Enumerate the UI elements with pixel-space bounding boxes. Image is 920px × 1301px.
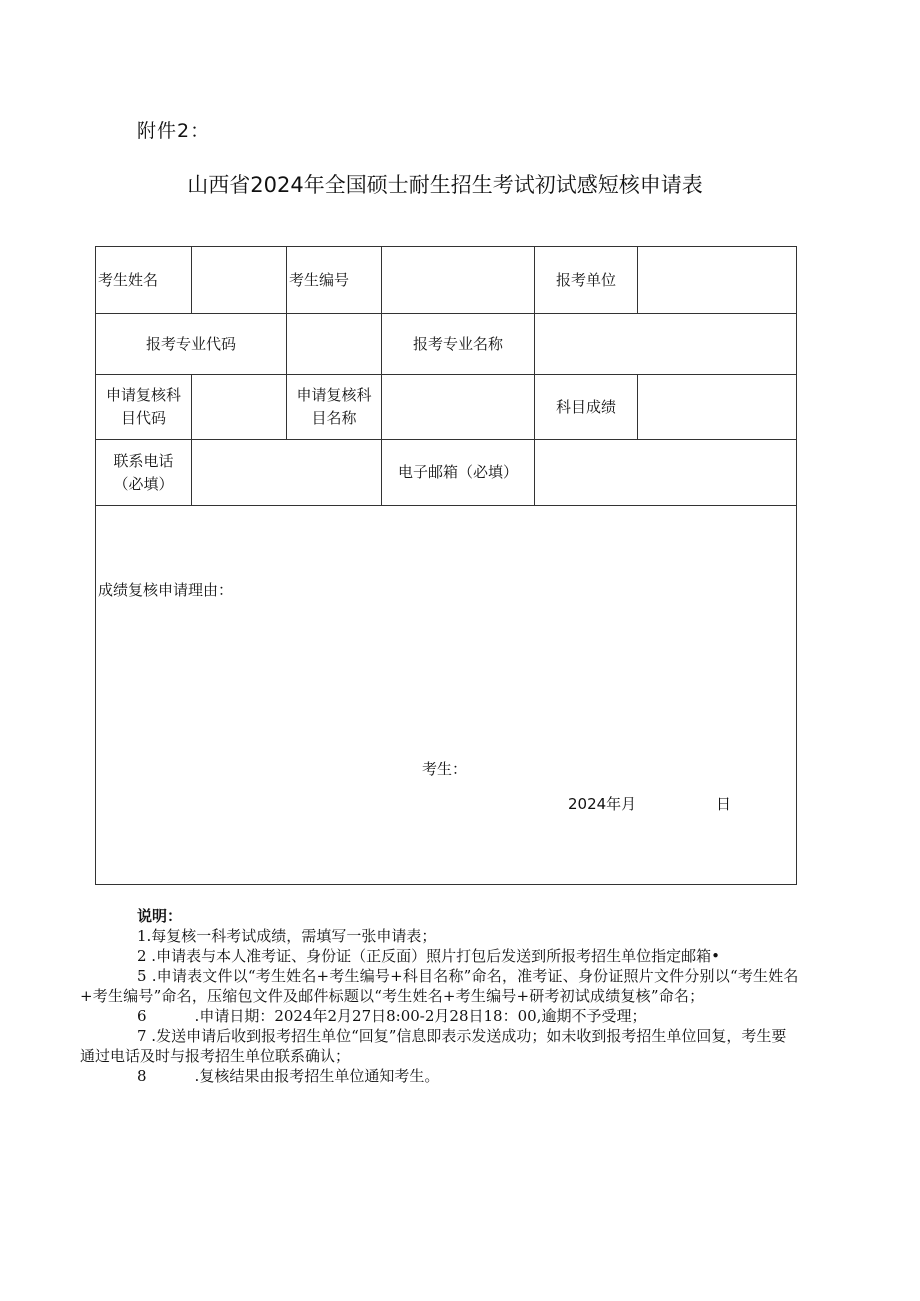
candidate-number-text: 考生编号 (289, 270, 350, 289)
review-subject-code-field[interactable] (192, 375, 286, 439)
note-item-6-text: .申请日期：2024年2月27日8:00-2月28日18：00,逾期不予受理； (194, 1007, 647, 1025)
review-subject-name-text-1: 申请复核科 (296, 386, 372, 404)
note-item-6 (80, 1006, 800, 1026)
phone-label (96, 440, 191, 505)
phone-text-1: 联系电话 (113, 451, 174, 470)
phone-field[interactable] (192, 440, 381, 505)
note-item-5-text: 5 .申请表文件以“考生姓名+考生编号+科目名称”命名，准考证、身份证照片文件分别以“考生姓名+考生编号”命名，压缩包文件及邮件标题以“考生姓名+考生编号+研考初试成绩复核”命名； (80, 967, 799, 1005)
signer-label: 考生： (422, 760, 468, 778)
date-year-label: 2024年月 (568, 795, 637, 813)
note-item-6-number: 6 (137, 1007, 147, 1025)
apply-unit-field[interactable] (638, 247, 796, 313)
note-item-8 (80, 1066, 800, 1086)
subject-score-label (535, 375, 637, 439)
form-title: 山西省2024年全国硕士耐生招生考试初试感短核申请表 (187, 173, 703, 197)
email-label (382, 440, 534, 505)
note-item-1-text: 1.每复核一科考试成绩，需填写一张申请表； (137, 927, 437, 945)
review-subject-name-text-2: 目名称 (311, 409, 357, 427)
note-item-1 (80, 926, 800, 946)
application-form-table (95, 246, 797, 885)
attachment-label: 附件2： (137, 120, 211, 142)
apply-unit-text: 报考单位 (555, 270, 616, 289)
candidate-number-field[interactable] (382, 247, 534, 313)
subject-score-text: 科目成绩 (555, 397, 616, 416)
note-item-8-text: .复核结果由报考招生单位通知考生。 (194, 1067, 440, 1085)
major-name-field[interactable] (535, 314, 796, 374)
candidate-name-label (98, 247, 191, 313)
reason-label: 成绩复核申请理由： (98, 581, 234, 599)
note-item-2-text: 2 .申请表与本人准考证、身份证（正反面）照片打包后发送到所报考招生单位指定邮箱• (137, 947, 720, 965)
review-subject-name-label (287, 375, 381, 439)
reason-area[interactable] (96, 506, 796, 884)
major-code-text: 报考专业代码 (145, 334, 236, 353)
subject-score-field[interactable] (638, 375, 796, 439)
review-subject-code-text-2: 目代码 (120, 409, 166, 427)
phone-text-2: （必填） (113, 474, 174, 493)
notes-heading: 说明： (137, 907, 183, 925)
email-field[interactable] (535, 440, 796, 505)
major-name-text: 报考专业名称 (412, 334, 503, 353)
review-subject-code-text-1: 申请复核科 (105, 386, 181, 404)
note-item-7 (80, 1026, 800, 1066)
candidate-number-label (289, 247, 381, 313)
candidate-name-field[interactable] (192, 247, 286, 313)
review-subject-name-field[interactable] (382, 375, 534, 439)
note-item-8-number: 8 (137, 1067, 147, 1085)
candidate-name-text: 考生姓名 (98, 270, 159, 289)
apply-unit-label (535, 247, 637, 313)
col-divider (286, 247, 287, 313)
major-name-label (382, 314, 534, 374)
date-day-label: 日 (716, 795, 732, 813)
email-text: 电子邮箱（必填） (397, 463, 518, 481)
notes-section (80, 906, 800, 1086)
major-code-field[interactable] (287, 314, 381, 374)
review-subject-code-label (96, 375, 191, 439)
note-item-7-text: 7 .发送申请后收到报考招生单位“回复”信息即表示发送成功；如未收到报考招生单位回复，考生要通过电话及时与报考招生单位联系确认； (80, 1027, 787, 1065)
major-code-label (96, 314, 286, 374)
note-item-5 (80, 966, 800, 1006)
note-item-2 (80, 946, 800, 966)
